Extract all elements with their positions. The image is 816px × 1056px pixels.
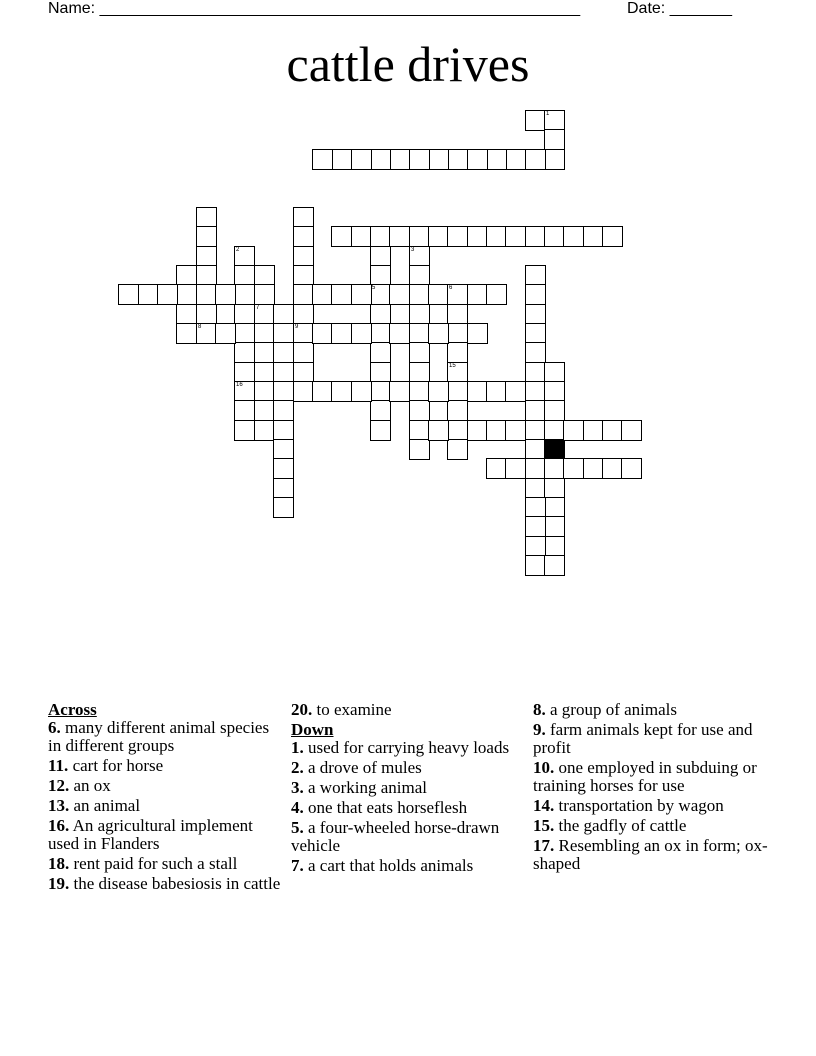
grid-cell[interactable] [351,226,372,247]
grid-cell[interactable] [602,226,623,247]
grid-cell[interactable] [409,304,430,325]
clue-number: 16 [236,382,243,388]
clue-item [291,819,527,855]
grid-cell[interactable] [409,381,430,402]
clue-item-text: transportation by wagon [558,796,724,815]
grid-cell[interactable] [176,265,197,286]
grid-cell[interactable] [544,497,565,518]
grid-cell[interactable] [544,149,565,170]
clue-item [48,875,284,893]
grid-cell[interactable] [254,323,275,344]
grid-cell[interactable] [544,458,565,479]
grid-cell[interactable] [234,284,255,305]
grid-cell[interactable] [370,226,391,247]
down-clue-list [291,739,527,875]
clue-item-number: 8. [533,700,546,719]
clue-item-number: 13. [48,796,70,815]
grid-cell[interactable] [409,400,430,421]
clue-item-number: 20. [291,700,313,719]
grid-cell[interactable] [254,400,275,421]
date-field-label: Date: _______ [627,0,732,17]
grid-cell[interactable] [525,497,546,518]
grid-cell[interactable] [273,342,294,363]
grid-cell[interactable] [370,304,391,325]
grid-cell[interactable] [467,381,488,402]
clue-item [533,701,769,719]
clue-item-number: 19. [48,874,70,893]
clue-item-number: 16. [48,816,70,835]
grid-cell[interactable] [409,420,430,441]
grid-cell[interactable] [525,439,546,460]
grid-cell[interactable] [486,226,507,247]
clue-item-text: Resembling an ox in form; ox-shaped [533,836,768,873]
grid-cell[interactable] [196,226,217,247]
grid-cell[interactable] [447,323,468,344]
clue-item-text: used for carrying heavy loads [308,738,510,757]
grid-cell[interactable] [273,458,294,479]
clue-item [48,719,284,755]
grid-cell[interactable] [428,381,449,402]
grid-cell[interactable] [525,110,546,131]
grid-cell[interactable] [505,226,526,247]
grid-cell[interactable] [428,284,449,305]
grid-cell[interactable] [370,323,391,344]
grid-cell[interactable] [351,284,372,305]
grid-cell[interactable] [254,265,275,286]
clue-item-text: many different animal species in different groups [48,718,270,755]
grid-cell[interactable] [409,246,430,267]
grid-cell[interactable] [544,400,565,421]
grid-cell[interactable] [312,381,333,402]
grid-cell[interactable] [254,362,275,383]
clue-item-text: one employed in subduing or training horses for use [533,758,757,795]
grid-cell[interactable] [176,304,197,325]
clue-item-number: 7. [291,856,304,875]
grid-cell[interactable] [428,149,449,170]
grid-cell[interactable] [254,304,275,325]
clue-number: 3 [411,247,415,253]
grid-cell[interactable] [544,110,565,131]
grid-cell[interactable] [409,439,430,460]
grid-cell[interactable] [273,439,294,460]
clue-item [533,721,769,757]
grid-cell[interactable] [215,284,236,305]
grid-cell[interactable] [467,149,488,170]
grid-cell[interactable] [234,304,255,325]
clue-item [533,759,769,795]
grid-cell[interactable] [621,420,642,441]
grid-cell[interactable] [525,420,546,441]
clue-number: 5 [372,285,376,291]
clue-number: 6 [449,285,453,291]
grid-cell[interactable] [602,420,623,441]
grid-cell[interactable] [409,323,430,344]
grid-cell[interactable] [544,420,565,441]
grid-cell[interactable] [234,246,255,267]
grid-cell[interactable] [234,265,255,286]
grid-cell[interactable] [428,420,449,441]
grid-cell[interactable] [273,304,294,325]
grid-cell[interactable] [583,458,604,479]
clue-item [48,777,284,795]
grid-cell[interactable] [254,342,275,363]
grid-cell[interactable] [370,381,391,402]
clue-item-number: 15. [533,816,555,835]
clue-item [48,817,284,853]
grid-cell[interactable] [234,342,255,363]
grid-cell[interactable] [254,284,275,305]
grid-cell[interactable] [389,226,410,247]
clue-item-number: 6. [48,718,61,737]
grid-cell[interactable] [196,323,217,344]
clue-item-text: a group of animals [550,700,677,719]
grid-cell[interactable] [505,381,526,402]
grid-cell[interactable] [293,207,314,228]
grid-cell[interactable] [544,226,565,247]
clue-item-text: an ox [73,776,111,795]
grid-cell[interactable] [370,284,391,305]
grid-cell[interactable] [234,381,255,402]
clue-item [48,757,284,775]
grid-cell[interactable] [544,478,565,499]
clue-item-text: farm animals kept for use and profit [533,720,753,757]
clue-item-text: the gadfly of cattle [558,816,687,835]
grid-cell[interactable] [293,284,314,305]
grid-cell[interactable] [196,284,217,305]
grid-cell[interactable] [389,323,410,344]
grid-cell[interactable] [525,265,546,286]
grid-cell[interactable] [525,400,546,421]
clues-column-2 [291,701,527,877]
grid-cell[interactable] [467,226,488,247]
blocked-cell [544,439,565,460]
grid-cell[interactable] [273,420,294,441]
grid-cell[interactable] [409,226,430,247]
grid-cell[interactable] [370,149,391,170]
grid-cell[interactable] [293,304,314,325]
grid-cell[interactable] [234,420,255,441]
grid-cell[interactable] [583,226,604,247]
grid-cell[interactable] [447,362,468,383]
clue-item [291,779,527,797]
grid-cell[interactable] [525,555,546,576]
clue-item-number: 18. [48,854,70,873]
grid-cell[interactable] [505,149,526,170]
clue-item-number: 10. [533,758,555,777]
grid-cell[interactable] [447,381,468,402]
grid-cell[interactable] [428,226,449,247]
grid-cell[interactable] [293,342,314,363]
grid-cell[interactable] [351,149,372,170]
grid-cell[interactable] [486,149,507,170]
grid-cell[interactable] [351,323,372,344]
grid-cell[interactable] [118,284,139,305]
grid-cell[interactable] [234,362,255,383]
clue-item-number: 2. [291,758,304,777]
clue-item-text: one that eats horseflesh [308,798,468,817]
grid-cell[interactable] [312,323,333,344]
grid-cell[interactable] [486,420,507,441]
grid-cell[interactable] [544,555,565,576]
grid-cell[interactable] [409,362,430,383]
grid-cell[interactable] [409,342,430,363]
grid-cell[interactable] [505,458,526,479]
grid-cell[interactable] [370,362,391,383]
grid-cell[interactable] [447,420,468,441]
clue-number: 15 [449,363,456,369]
grid-cell[interactable] [525,458,546,479]
clue-item [533,837,769,873]
clue-item-number: 3. [291,778,304,797]
clues-column-1 [48,701,284,895]
clue-item [291,701,527,719]
clue-item [291,759,527,777]
grid-cell[interactable] [215,323,236,344]
grid-cell[interactable] [544,516,565,537]
grid-cell[interactable] [273,362,294,383]
grid-cell[interactable] [293,246,314,267]
grid-cell[interactable] [525,478,546,499]
clue-item-text: a working animal [308,778,427,797]
grid-cell[interactable] [447,284,468,305]
grid-cell[interactable] [389,284,410,305]
clue-item [533,797,769,815]
grid-cell[interactable] [525,381,546,402]
grid-cell[interactable] [273,323,294,344]
clue-item-number: 17. [533,836,555,855]
across-clue-list [48,719,284,893]
grid-cell[interactable] [331,226,352,247]
grid-cell[interactable] [370,400,391,421]
grid-cell[interactable] [544,381,565,402]
grid-cell[interactable] [293,265,314,286]
clue-item-number: 14. [533,796,555,815]
grid-cell[interactable] [293,381,314,402]
grid-cell[interactable] [525,536,546,557]
grid-cell[interactable] [273,381,294,402]
clue-item-text: to examine [316,700,392,719]
grid-cell[interactable] [486,381,507,402]
clue-number: 7 [256,305,260,311]
page-title: cattle drives [286,36,530,92]
grid-cell[interactable] [428,323,449,344]
grid-cell[interactable] [196,304,217,325]
grid-cell[interactable] [312,284,333,305]
clues-column-3 [533,701,769,875]
clue-item [291,739,527,757]
grid-cell[interactable] [447,342,468,363]
grid-cell[interactable] [293,362,314,383]
grid-cell[interactable] [273,400,294,421]
grid-cell[interactable] [331,323,352,344]
clue-number: 8 [198,324,202,330]
grid-cell[interactable] [370,246,391,267]
grid-cell[interactable] [331,381,352,402]
clue-item [291,857,527,875]
name-field-label: Name: ______________________________________________________ [48,0,581,17]
clue-item-number: 11. [48,756,69,775]
clue-item [48,797,284,815]
grid-cell[interactable] [409,284,430,305]
grid-cell[interactable] [331,149,352,170]
clue-item [533,817,769,835]
grid-cell[interactable] [525,304,546,325]
grid-cell[interactable] [583,420,604,441]
grid-cell[interactable] [409,265,430,286]
clue-item-text: rent paid for such a stall [73,854,238,873]
across-heading: Across [48,700,97,719]
clue-item-text: a four-wheeled horse-drawn vehicle [291,818,500,855]
clue-item-number: 4. [291,798,304,817]
grid-cell[interactable] [525,323,546,344]
grid-cell[interactable] [196,265,217,286]
grid-cell[interactable] [254,420,275,441]
grid-cell[interactable] [467,420,488,441]
grid-cell[interactable] [563,458,584,479]
clue-item-text: an animal [73,796,141,815]
grid-cell[interactable] [176,284,197,305]
grid-cell[interactable] [196,207,217,228]
grid-cell[interactable] [544,129,565,150]
clue-item-text: An agricultural implement used in Flanders [48,816,253,853]
grid-cell[interactable] [234,323,255,344]
grid-cell[interactable] [563,420,584,441]
grid-cell[interactable] [525,149,546,170]
grid-cell[interactable] [467,284,488,305]
clue-item-text: cart for horse [72,756,164,775]
grid-cell[interactable] [447,439,468,460]
clue-number: 1 [546,111,550,117]
grid-cell[interactable] [563,226,584,247]
grid-cell[interactable] [351,381,372,402]
down-clue-list-continued [533,701,769,873]
grid-cell[interactable] [370,420,391,441]
grid-cell[interactable] [621,458,642,479]
grid-cell[interactable] [525,284,546,305]
clue-item-text: a drove of mules [308,758,422,777]
grid-cell[interactable] [525,226,546,247]
grid-cell[interactable] [467,323,488,344]
grid-cell[interactable] [525,362,546,383]
grid-cell[interactable] [447,226,468,247]
grid-cell[interactable] [602,458,623,479]
grid-cell[interactable] [254,381,275,402]
grid-cell[interactable] [293,323,314,344]
clue-number: 9 [295,324,299,330]
clue-item [291,799,527,817]
grid-cell[interactable] [505,420,526,441]
grid-cell[interactable] [486,458,507,479]
grid-cell[interactable] [196,246,217,267]
clue-item-number: 9. [533,720,546,739]
clue-item-text: the disease babesiosis in cattle [73,874,281,893]
grid-cell[interactable] [544,536,565,557]
grid-cell[interactable] [486,284,507,305]
across-clue-list-continued [291,701,527,719]
grid-cell[interactable] [525,516,546,537]
clue-item-number: 5. [291,818,304,837]
grid-cell[interactable] [273,478,294,499]
grid-cell[interactable] [389,381,410,402]
grid-cell[interactable] [331,284,352,305]
grid-cell[interactable] [525,342,546,363]
clue-item [48,855,284,873]
grid-cell[interactable] [447,304,468,325]
grid-cell[interactable] [447,149,468,170]
grid-cell[interactable] [157,284,178,305]
grid-cell[interactable] [138,284,159,305]
grid-cell[interactable] [234,400,255,421]
grid-cell[interactable] [370,342,391,363]
clue-item-text: a cart that holds animals [308,856,474,875]
grid-cell[interactable] [447,400,468,421]
grid-cell[interactable] [293,226,314,247]
clue-item-number: 12. [48,776,70,795]
grid-cell[interactable] [273,497,294,518]
grid-cell[interactable] [389,149,410,170]
clue-number: 2 [236,247,240,253]
grid-cell[interactable] [370,265,391,286]
grid-cell[interactable] [312,149,333,170]
clue-item-number: 1. [291,738,304,757]
down-heading: Down [291,720,334,739]
grid-cell[interactable] [409,149,430,170]
grid-cell[interactable] [544,362,565,383]
grid-cell[interactable] [176,323,197,344]
